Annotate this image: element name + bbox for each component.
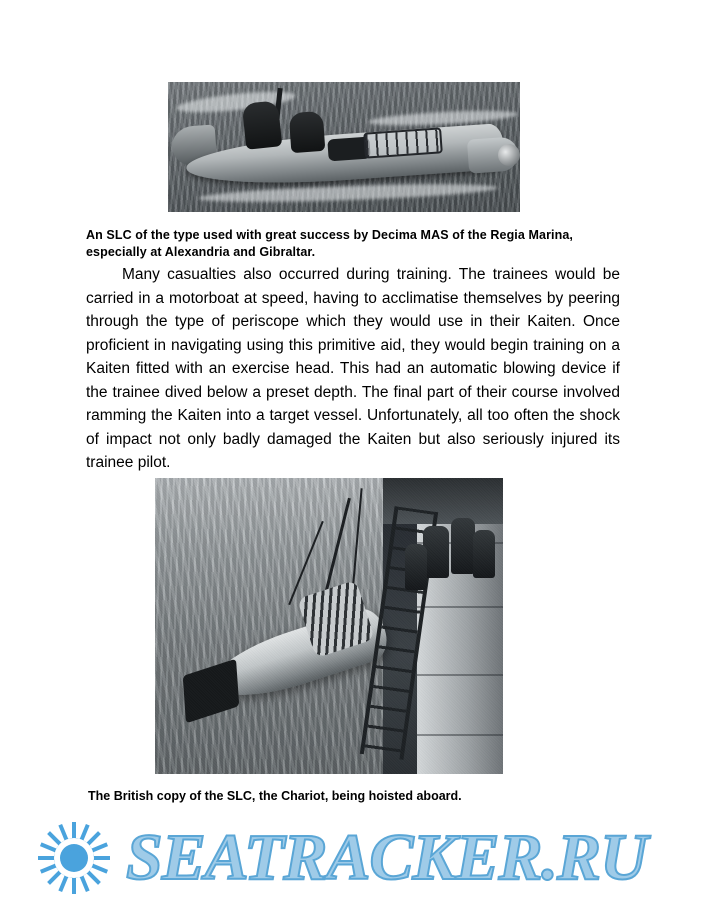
body-paragraph: Many casualties also occurred during training. The trainees would be carried in a motorboat at speed, having to acclimatise themselves by peering through the type of periscope which they would use in their Kaiten. Once proficient in navigating using this primitive aid, they would begin training on a Kaiten fitted with an exercise head. This had an automatic blowing device if the trainee dived below a preset depth. The final part of their course involved ramming the Kaiten into a target vessel. Unfortunately, all too often the shock of impact not only badly damaged the Kaiten but also seriously injured its trainee pilot.: [86, 266, 620, 471]
figure-slc-image: [168, 82, 520, 212]
crew-figure: [405, 544, 427, 590]
figure-slc-caption: An SLC of the type used with great success by Decima MAS of the Regia Marina, especially at Alexandria and Gibraltar.: [86, 228, 573, 259]
crew-figure: [451, 518, 475, 574]
sun-logo: [28, 820, 120, 896]
figure-chariot-caption: The British copy of the SLC, the Chariot, being hoisted aboard.: [88, 789, 462, 803]
crew-figure: [289, 111, 326, 153]
craft-rail: [363, 127, 443, 158]
crew-figure: [242, 100, 283, 150]
site-watermark: [18, 812, 690, 902]
crew-figure: [473, 530, 495, 578]
watermark-text: SEATRACKER.RU: [126, 821, 647, 894]
figure-chariot-image: [155, 478, 503, 774]
sun-core: [54, 838, 94, 878]
